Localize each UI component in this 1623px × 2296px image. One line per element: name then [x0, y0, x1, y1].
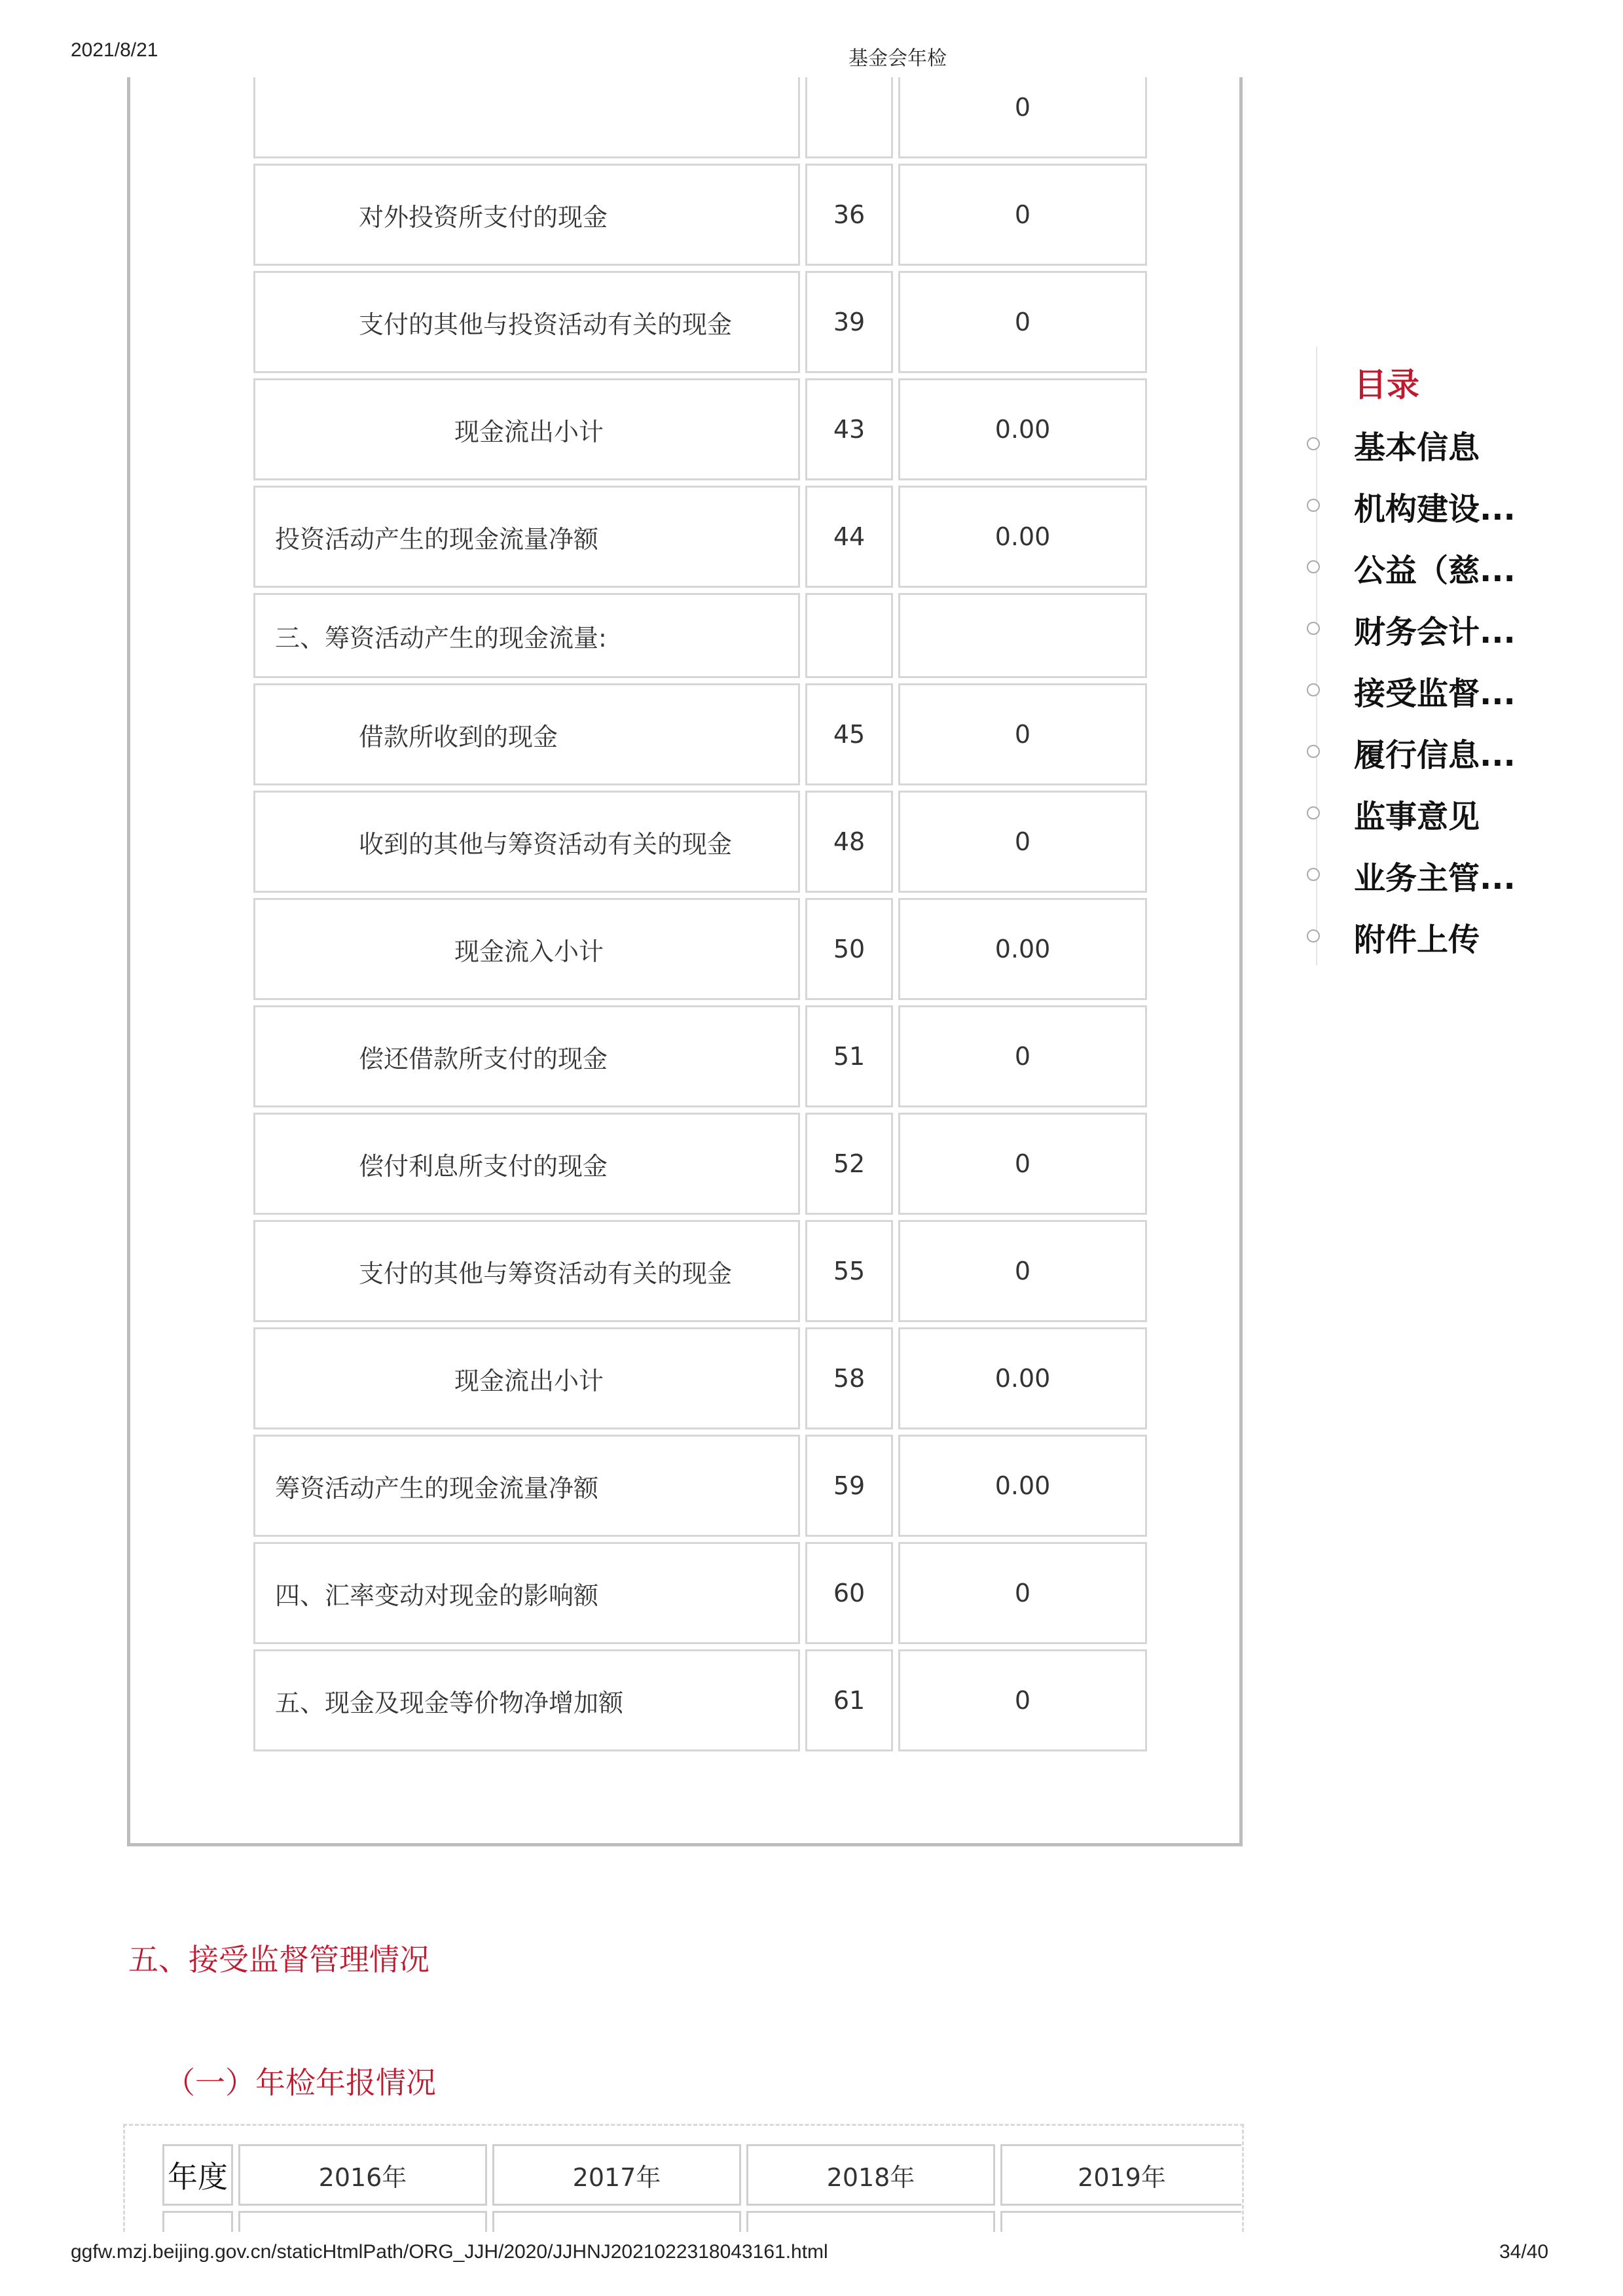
- toc-item-attachments[interactable]: 附件上传: [1354, 922, 1480, 958]
- toc-item-supervision[interactable]: 接受监督...: [1354, 675, 1516, 712]
- row-line-number: 59: [805, 1435, 893, 1537]
- toc-item-supervisor-opinion[interactable]: 监事意见: [1354, 798, 1480, 835]
- toc-bullet-icon: [1307, 683, 1320, 696]
- row-value: [898, 593, 1147, 678]
- row-value: 0: [898, 683, 1147, 785]
- row-line-number: [805, 77, 893, 158]
- print-date: 2021/8/21: [71, 39, 158, 61]
- row-value: 0: [898, 164, 1147, 266]
- row-line-number: 52: [805, 1113, 893, 1215]
- toc-item-charity[interactable]: 公益（慈...: [1354, 552, 1516, 589]
- section-title: 五、接受监督管理情况: [128, 1942, 429, 1977]
- row-line-number: [805, 593, 893, 678]
- row-value: 0: [898, 1542, 1147, 1644]
- row-label: 现金流入小计: [253, 898, 800, 1000]
- year-header-label: 年度: [162, 2144, 233, 2206]
- row-label: 现金流出小计: [253, 1327, 800, 1429]
- toc-item-disclosure[interactable]: 履行信息...: [1354, 737, 1516, 774]
- row-line-number: 51: [805, 1005, 893, 1107]
- row-label: 对外投资所支付的现金: [253, 164, 800, 266]
- row-value: 0.00: [898, 378, 1147, 480]
- toc-item-finance[interactable]: 财务会计...: [1354, 614, 1516, 651]
- table-cell: [1000, 2211, 1241, 2232]
- row-value: 0: [898, 271, 1147, 373]
- year-column-header: 2017年: [492, 2144, 741, 2206]
- row-value: 0: [898, 791, 1147, 893]
- row-value: 0: [898, 1220, 1147, 1322]
- table-cell: [746, 2211, 995, 2232]
- row-label: 支付的其他与筹资活动有关的现金: [253, 1220, 800, 1322]
- toc-bullet-icon: [1307, 437, 1320, 450]
- row-label: 偿付利息所支付的现金: [253, 1113, 800, 1215]
- toc-bullet-icon: [1307, 929, 1320, 942]
- row-value: 0: [898, 1113, 1147, 1215]
- row-value: 0: [898, 1005, 1147, 1107]
- toc-bullet-icon: [1307, 868, 1320, 881]
- row-line-number: 45: [805, 683, 893, 785]
- page-url: ggfw.mzj.beijing.gov.cn/staticHtmlPath/ORG_JJH/2020/JJHNJ2021022318043161.html: [71, 2241, 828, 2263]
- row-label: [253, 77, 800, 158]
- row-value: 0.00: [898, 1435, 1147, 1537]
- row-label: 支付的其他与投资活动有关的现金: [253, 271, 800, 373]
- row-line-number: 43: [805, 378, 893, 480]
- page-number: 34/40: [1499, 2241, 1549, 2263]
- row-label: 现金流出小计: [253, 378, 800, 480]
- toc-bullet-icon: [1307, 806, 1320, 819]
- year-column-header: 2019年: [1000, 2144, 1241, 2206]
- year-column-header: 2018年: [746, 2144, 995, 2206]
- toc-bullet-icon: [1307, 499, 1320, 512]
- row-value: 0.00: [898, 486, 1147, 588]
- row-label: 投资活动产生的现金流量净额: [253, 486, 800, 588]
- row-label: 五、现金及现金等价物净增加额: [253, 1649, 800, 1751]
- row-line-number: 61: [805, 1649, 893, 1751]
- row-line-number: 39: [805, 271, 893, 373]
- row-line-number: 60: [805, 1542, 893, 1644]
- toc-item-basic-info[interactable]: 基本信息: [1354, 429, 1480, 466]
- toc-title: 目录: [1354, 366, 1419, 404]
- row-label: 偿还借款所支付的现金: [253, 1005, 800, 1107]
- row-label: 筹资活动产生的现金流量净额: [253, 1435, 800, 1537]
- row-value: 0.00: [898, 898, 1147, 1000]
- row-line-number: 50: [805, 898, 893, 1000]
- toc-bullet-icon: [1307, 560, 1320, 573]
- row-line-number: 58: [805, 1327, 893, 1429]
- year-column-header: 2016年: [238, 2144, 487, 2206]
- toc-bullet-icon: [1307, 745, 1320, 758]
- print-title: 基金会年检: [848, 48, 947, 69]
- row-label: 收到的其他与筹资活动有关的现金: [253, 791, 800, 893]
- row-line-number: 48: [805, 791, 893, 893]
- toc-item-organization[interactable]: 机构建设...: [1354, 491, 1516, 528]
- row-label: 三、筹资活动产生的现金流量:: [253, 593, 800, 678]
- toc-bullet-icon: [1307, 622, 1320, 635]
- row-label: 借款所收到的现金: [253, 683, 800, 785]
- table-cell: [492, 2211, 741, 2232]
- row-label: 四、汇率变动对现金的影响额: [253, 1542, 800, 1644]
- table-cell: [162, 2211, 233, 2232]
- table-cell: [238, 2211, 487, 2232]
- row-value: 0: [898, 77, 1147, 158]
- row-line-number: 36: [805, 164, 893, 266]
- subsection-title: （一）年检年报情况: [165, 2065, 436, 2100]
- row-line-number: 55: [805, 1220, 893, 1322]
- row-line-number: 44: [805, 486, 893, 588]
- row-value: 0.00: [898, 1327, 1147, 1429]
- toc-item-authority[interactable]: 业务主管...: [1354, 860, 1516, 897]
- row-value: 0: [898, 1649, 1147, 1751]
